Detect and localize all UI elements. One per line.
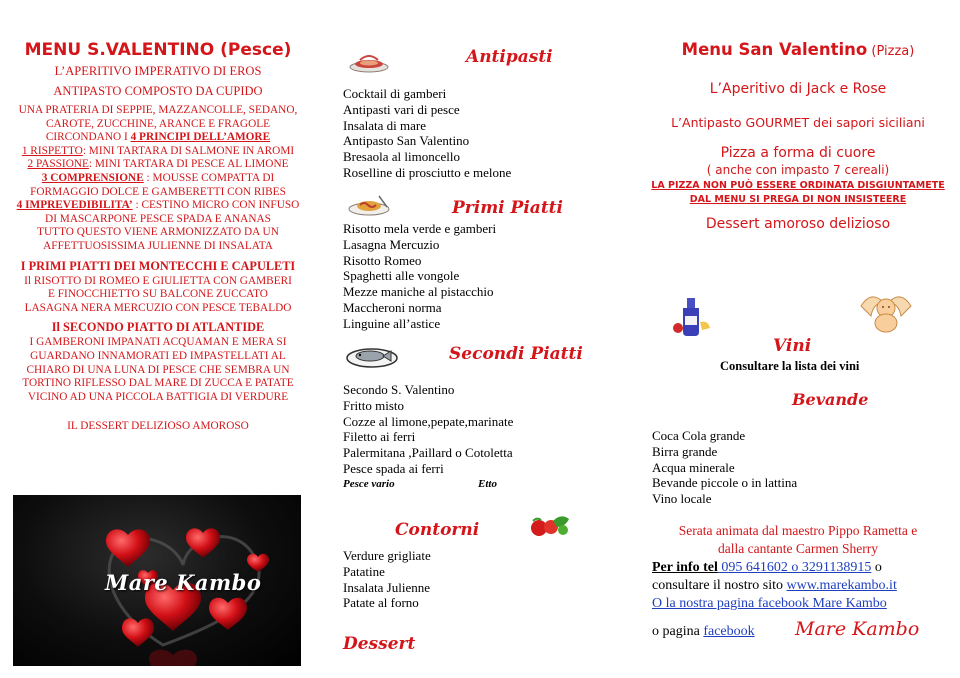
info-phones[interactable]: 095 641602 o 3291138915 (717, 560, 872, 575)
contorni-title: Contorni (395, 520, 480, 540)
pizza-title (640, 38, 956, 64)
logo-text: Mare Kambo (105, 570, 262, 595)
list-item: Bevande piccole o in lattina (652, 475, 798, 491)
principio-3-cont: FORMAGGIO DOLCE E GAMBERETTI CON RIBES (30, 185, 286, 198)
info-or: o (871, 560, 882, 575)
secondo-line: VICINO AD UNA PICCOLA BATTIGIA DI VERDURE (27, 390, 289, 403)
principio-1-text: : MINI TARTARA DI SALMONE IN AROMI (82, 144, 295, 157)
principio-2-label: 2 PASSIONE (27, 158, 89, 171)
primi-list (343, 221, 496, 332)
list-item: Antipasti vari di pesce (343, 101, 460, 117)
list-item: Vino locale (652, 491, 712, 507)
list-item: Linguine all’astice (343, 315, 441, 331)
heart-shape (186, 528, 220, 558)
info-site-line (652, 577, 897, 595)
secondo-title: Il SECONDO PIATTO DI ATLANTIDE (51, 320, 265, 335)
vini-text: Consultare la lista dei vini (720, 359, 860, 373)
pizza-title-main: Menu San Valentino (681, 40, 868, 59)
list-item: Cocktail di gamberi (343, 86, 447, 101)
list-item: Birra grande (652, 443, 718, 459)
desc-line: UNA PRATERIA DI SEPPIE, MAZZANCOLLE, SEDANO, (18, 104, 298, 116)
secondo-line: TORTINO RIFLESSO DAL MARE DI ZUCCA E PATATE (22, 377, 294, 390)
principio-3-label: 3 COMPRENSIONE (41, 171, 144, 184)
bevande-title: Bevande (792, 390, 869, 409)
pasta-plate-icon (347, 193, 391, 222)
pesce-vario-label: Pesce vario (343, 477, 395, 490)
principio-4-cont: AFFETTUOSISSIMA JULIENNE DI INSALATA (43, 239, 273, 252)
serata-line: Serata animata dal maestro Pippo Rametta e (678, 523, 918, 538)
secondo-line: CHIARO DI UNA LUNA DI PESCE CHE SEMBRA UN (26, 363, 290, 376)
list-item: Insalata Julienne (343, 579, 430, 595)
warning-line-1: LA PIZZA NON PUÒ ESSERE ORDINATA DISGIUNTAMETE (651, 180, 945, 191)
list-item: Filetto ai ferri (343, 429, 416, 445)
list-item: Patate al forno (343, 595, 419, 611)
principi-label: 4 PRINCIPI DELL’AMORE (130, 131, 271, 144)
serata-text (648, 522, 948, 558)
list-item: Risotto mela verde e gamberi (343, 221, 497, 236)
list-item: Roselline di prosciutto e melone (343, 164, 512, 180)
facebook-page-link[interactable]: O la nostra pagina facebook Mare Kambo (652, 596, 887, 611)
principio-4-cont: TUTTO QUESTO VIENE ARMONIZZATO DA UN (37, 226, 279, 239)
list-item: Antipasto San Valentino (343, 133, 470, 149)
list-item (343, 477, 513, 493)
principio-4-label: 4 IMPREVEDIBILITA’ (16, 199, 133, 212)
pizza-cuore: Pizza a forma di cuore (720, 145, 876, 161)
principio-4-cont: DI MASCARPONE PESCE SPADA E ANANAS (45, 212, 271, 225)
bevande-list (652, 428, 797, 507)
list-item: Lasagna Mercuzio (343, 236, 440, 252)
principio-3 (8, 172, 308, 186)
antipasti-list (343, 86, 511, 181)
antipasti-title: Antipasti (466, 47, 553, 67)
pizza-menu (640, 38, 956, 234)
list-item: Verdure grigliate (343, 548, 431, 563)
primi-line: E FINOCCHIETTO SU BALCONE ZUCCATO (48, 288, 268, 301)
list-item: Mezze maniche al pistacchio (343, 284, 494, 300)
secondi-list (343, 382, 513, 493)
vini-title: Vini (773, 336, 812, 356)
list-item: Bresaola al limoncello (343, 149, 460, 165)
pesce-antipasto: ANTIPASTO COMPOSTO DA CUPIDO (53, 84, 263, 98)
info-fb-line (652, 595, 897, 613)
pizza-dessert: Dessert amoroso delizioso (705, 216, 891, 232)
list-item: Pesce spada ai ferri (343, 460, 444, 476)
facebook-link[interactable]: facebook (703, 624, 755, 639)
principio-2 (8, 158, 308, 172)
primi-line: Il RISOTTO DI ROMEO E GIULIETTA CON GAMBERI (24, 274, 292, 287)
secondo-line: GUARDANO INNAMORATI ED IMPASTELLATI AL (30, 349, 286, 362)
pizza-aperitivo: L’Aperitivo di Jack e Rose (709, 81, 887, 97)
o-pagina-text: o pagina (652, 624, 704, 639)
list-item: Maccheroni norma (343, 299, 442, 315)
bowl-icon (348, 52, 390, 79)
info-block (652, 559, 897, 613)
circondano-text: CIRCONDANO I (45, 131, 131, 144)
list-item: Palermitana ,Paillard o Cotoletta (343, 445, 513, 461)
principio-4 (8, 199, 308, 213)
pizza-impasto: ( anche con impasto 7 cereali) (706, 163, 890, 177)
pesce-aperitivo: L’APERITIVO IMPERATIVO DI EROS (54, 64, 262, 78)
principio-1-label: 1 RISPETTO (21, 144, 83, 157)
heart-reflection (149, 650, 197, 666)
secondi-piatti-title: Secondi Piatti (449, 344, 583, 364)
info-pagina-line (652, 623, 755, 641)
principio-3-text: : MOUSSE COMPATTA DI (143, 171, 275, 184)
vegetables-icon (525, 513, 573, 544)
dessert-title: Dessert (343, 634, 416, 654)
website-link[interactable]: www.marekambo.it (786, 578, 897, 593)
mare-kambo-logo-image (13, 495, 301, 666)
list-item: Patatine (343, 563, 385, 579)
heart-shape (209, 598, 247, 630)
desc-line: CAROTE, ZUCCHINE, ARANCE E FRAGOLE (45, 117, 271, 130)
list-item: Cozze al limone,pepate,marinate (343, 413, 514, 429)
desc-line (8, 131, 308, 145)
pesce-title: MENU S.VALENTINO (Pesce) (24, 40, 292, 60)
info-label: Per info tel (652, 560, 718, 575)
wine-bottle-icon (670, 294, 714, 343)
consult-text: consultare il nostro sito (652, 578, 787, 593)
heart-shape (122, 618, 154, 647)
pizza-title-sub: (Pizza) (867, 44, 915, 59)
fish-plate-icon (345, 340, 399, 375)
list-item: Secondo S. Valentino (343, 382, 455, 397)
signature-text: Mare Kambo (795, 618, 920, 640)
pesce-dessert: IL DESSERT DELIZIOSO AMOROSO (67, 420, 249, 433)
heart-shape (106, 529, 150, 567)
primi-desc (8, 275, 308, 316)
primi-title: I PRIMI PIATTI DEI MONTECCHI E CAPULETI (20, 258, 296, 273)
secondo-desc (8, 336, 308, 404)
primi-piatti-title: Primi Piatti (452, 198, 563, 218)
list-item: Coca Cola grande (652, 428, 746, 443)
secondo-line: I GAMBERONI IMPANATI ACQUAMAN E MERA SI (29, 336, 287, 349)
warning-line-2: DAL MENU SI PREGA DI NON INSISTEERE (689, 194, 907, 205)
serata-line: dalla cantante Carmen Sherry (717, 541, 879, 556)
list-item: Risotto Romeo (343, 252, 422, 268)
cupid-icon (855, 288, 917, 339)
pizza-antipasto: L’Antipasto GOURMET dei sapori siciliani (671, 115, 925, 130)
list-item: Fritto misto (343, 397, 405, 413)
pizza-warning (640, 179, 956, 207)
principio-1 (8, 145, 308, 159)
principio-2-text: : MINI TARTARA DI PESCE AL LIMONE (88, 158, 289, 171)
list-item: Spaghetti alle vongole (343, 268, 460, 284)
list-item: Insalata di mare (343, 117, 427, 133)
list-item: Acqua minerale (652, 459, 735, 475)
info-phone-line (652, 559, 897, 577)
pesce-menu (8, 38, 308, 434)
pesce-antipasto-desc (8, 104, 308, 254)
principio-4-text: : CESTINO MICRO CON INFUSO (132, 199, 300, 212)
primi-line: LASAGNA NERA MERCUZIO CON PESCE TEBALDO (24, 301, 292, 314)
contorni-list (343, 548, 431, 611)
etto-label: Etto (478, 477, 497, 490)
